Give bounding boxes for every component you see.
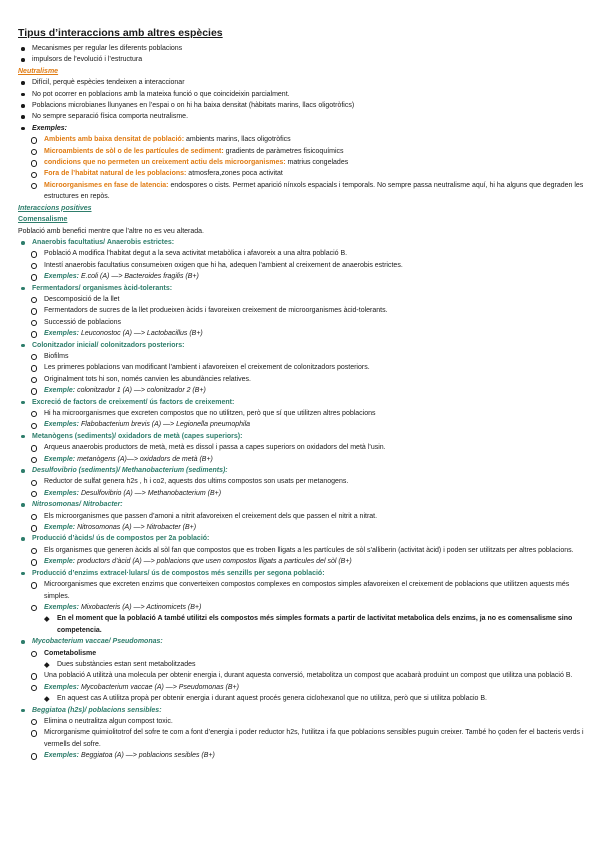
bullet-circle-icon xyxy=(31,365,37,371)
bullet-dot-icon xyxy=(21,115,25,119)
item-text: Microorganismes que excreten enzims que converteixen compostos complexes en compostos simples afavoreixen el creixement de poblacions que utilitzen aquests més xyxy=(44,581,570,589)
example-item xyxy=(18,419,582,430)
list-item xyxy=(18,374,582,385)
example-item xyxy=(18,682,582,693)
comensalisme-heading: Comensalisme xyxy=(18,216,68,224)
bullet-circle-icon xyxy=(31,514,37,520)
section-head xyxy=(18,568,582,579)
neutralisme-bullet xyxy=(18,89,582,100)
example-label: Exemple: xyxy=(44,455,76,463)
bullet-text: Poblacions microbianes llunyanes en l’espai o on hi ha baixa densitat (hàbitats marins, llacs oligotròfics) xyxy=(32,102,355,110)
neutralisme-example xyxy=(18,168,582,179)
bullet-circle-icon xyxy=(31,411,37,417)
bullet-dot-icon xyxy=(21,401,25,405)
example-item xyxy=(18,454,582,465)
bullet-circle-icon xyxy=(31,582,37,588)
bullet-dot-icon xyxy=(21,81,25,85)
sub-item-text: En el moment que la població A també utilitzi els compostos més simples formats a partir de lactivitat metabolica dels enzims, ja no es comensalisme sino xyxy=(57,615,573,623)
intro-text: impulsors de l’evolució i l’estructura xyxy=(32,56,143,64)
bullet-circle-icon xyxy=(31,388,37,394)
list-item xyxy=(18,294,582,305)
list-item xyxy=(18,727,582,738)
bullet-circle-icon xyxy=(31,149,37,155)
bullet-diamond-icon xyxy=(44,696,49,701)
example-item xyxy=(18,271,582,282)
section-head-text: Nitrosomonas/ Nitrobacter: xyxy=(32,501,123,509)
bullet-circle-icon xyxy=(31,297,37,303)
item-text: Els organismes que generen àcids al sòl fan que compostos que es troben lligats a les partícules de sòl s’alliberin (activitat àcid) i poden ser utilitzats per altres poblacions. xyxy=(44,546,574,554)
section-head xyxy=(18,431,582,442)
example-value: ambients marins, llacs oligotròfics xyxy=(184,136,291,144)
bullet-circle-icon xyxy=(31,423,37,429)
example-label: Exemple: xyxy=(44,524,76,532)
example-label: Exemples: xyxy=(44,683,80,691)
item-text: Biofilms xyxy=(44,352,69,360)
section-head xyxy=(18,533,582,544)
item-text: Intestí anaerobis facultatius consumeixen oxigen que hi ha, adequen l’ambient al creixement de anaerobis estrictes. xyxy=(44,261,403,269)
bullet-circle-icon xyxy=(31,274,37,280)
bullet-circle-icon xyxy=(31,354,37,360)
example-text: metanògens (A)—> oxidadors de metà (B+) xyxy=(75,455,213,463)
example-text: Desulfovibrio (A) —> Methanobacterium (B+) xyxy=(79,489,222,497)
example-text: Nitrosomonas (A) —> Nitrobacter (B+) xyxy=(75,524,197,532)
item-text: Microrganisme quimiolitotrof del sofre te com a font d’energia i poder reductor h2s, l’utilitza i fa que poblacions sensibles puguin creixer. També ho çoden fer el bacteris verds i xyxy=(44,729,584,737)
section-head-text: Producció d’àcids/ ús de compostos per 2a població: xyxy=(32,535,210,543)
sub-item-cont-text: competencia. xyxy=(57,626,102,634)
bullet-circle-icon xyxy=(31,183,37,189)
bullet-circle-icon xyxy=(31,548,37,554)
neutralisme-heading: Neutralisme xyxy=(18,67,59,75)
bullet-dot-icon xyxy=(21,469,25,473)
item-text: Una població A utilitzà una molecula per obtenir energia i, durant aquesta conversió, metabolitza un compost que acabarà produint un compost que utilitza una població B. xyxy=(44,672,573,680)
list-item xyxy=(18,579,582,590)
item-text: Hi ha microorganismes que excreten compostos que no utilitzen, però que sí que utilitzen altres poblacions xyxy=(44,410,376,417)
list-item xyxy=(18,351,582,362)
list-item xyxy=(18,248,582,259)
section-head xyxy=(18,283,582,294)
bullet-dot-icon xyxy=(21,435,25,439)
list-item xyxy=(18,408,582,419)
bullet-circle-icon xyxy=(31,251,37,257)
list-item-cont-text: vermells del sofre. xyxy=(44,740,101,748)
bullet-circle-icon xyxy=(31,480,37,486)
sub-item-text: En aquest cas A utilitza propà per obtenir energia i durant aquest procés genera ciclohexanol que no utilitza, però que si utilitza poblacio B. xyxy=(57,695,487,703)
bullet-dot-icon xyxy=(21,344,25,348)
neutralisme-example xyxy=(18,157,582,168)
bullet-dot-icon xyxy=(21,287,25,291)
bullet-circle-icon xyxy=(31,320,37,326)
cometabolisme-label: Cometabolisme xyxy=(44,649,97,657)
list-item xyxy=(18,545,582,556)
list-item xyxy=(18,362,582,373)
bullet-dot-icon xyxy=(21,104,25,108)
neutralisme-exemples xyxy=(18,123,582,134)
example-text: Flabobacterium brevis (A) —> Legionella pneumophila xyxy=(79,421,251,429)
section-head xyxy=(18,499,582,510)
bullet-dot-icon xyxy=(21,93,25,97)
bullet-circle-icon xyxy=(31,673,37,679)
item-text: Successió de poblacions xyxy=(44,318,122,326)
section-head xyxy=(18,636,582,647)
bullet-circle-icon xyxy=(31,263,37,269)
sub-item xyxy=(18,693,582,704)
example-key: Fora de l’habitat natural de les poblacions: xyxy=(44,170,187,178)
item-text: Fermentadors de sucres de la llet produeixen àcids i favoreixen creixement de microorganismes àcid-tolerants. xyxy=(44,307,388,315)
example-text: productors d’àcid (A) —> poblacions que usen compostos lligats a particules del sòl (B+) xyxy=(75,558,352,566)
item-text: Elimina o neutralitza algun compost toxic. xyxy=(44,717,173,725)
list-item xyxy=(18,511,582,522)
item-text: Reductor de sulfat genera h2s , h i co2, aquests dos ultims compostos son usats per metanogens. xyxy=(44,478,349,486)
bullet-circle-icon xyxy=(31,559,37,565)
example-text: Leuconostoc (A) —> Lactobacillus (B+) xyxy=(79,330,203,338)
sub-item xyxy=(18,659,582,670)
bullet-dot-icon xyxy=(21,709,25,713)
example-label: Exemples: xyxy=(44,603,80,611)
sub-item-text: Dues substàncies estan sent metabolitzades xyxy=(57,660,196,668)
section-head-text: Beggiatoa (h2s)/ poblacions sensibles: xyxy=(32,706,162,714)
example-key: Microambients de sòl o de les partícules de sediment: xyxy=(44,147,224,155)
list-item-cont xyxy=(18,739,582,750)
neutralisme-example xyxy=(18,146,582,157)
neutralisme-example xyxy=(18,134,582,145)
definition-text: Població amb benefici mentre que l’altre no es veu alterada. xyxy=(18,227,204,235)
example-text: colonitzador 1 (A) —> colonitzador 2 (B+) xyxy=(75,387,206,395)
bullet-dot-icon xyxy=(21,503,25,507)
intro-text: Mecanismes per regular les diferents poblacions xyxy=(32,45,183,52)
example-label: Exemples: xyxy=(44,273,80,281)
bullet-dot-icon xyxy=(21,572,25,576)
neutralisme-example-cont-text: estructures en repòs. xyxy=(44,193,110,201)
bullet-text: No sempre separació física comporta neutralisme. xyxy=(32,113,189,121)
bullet-circle-icon xyxy=(31,137,37,143)
list-item xyxy=(18,317,582,328)
bullet-dot-icon xyxy=(21,47,25,51)
bullet-diamond-icon xyxy=(44,616,49,621)
example-item xyxy=(18,522,582,533)
bullet-diamond-icon xyxy=(44,662,49,667)
subheading-comensalisme xyxy=(18,214,582,225)
item-text: Originalment tots hi son, només canvien les abundàncies relatives. xyxy=(44,375,251,383)
list-item xyxy=(18,442,582,453)
section-head xyxy=(18,465,582,476)
neutralisme-example-cont xyxy=(18,191,582,202)
item-text: Descomposició de la llet xyxy=(44,295,120,303)
example-item xyxy=(18,385,582,396)
example-label: Exemples: xyxy=(44,421,80,429)
intro-bullet xyxy=(18,43,582,54)
item-text: Els microorganismes que passen d’amoni a nitrit afavoreixen el creixement dels que passen el nitrit a nitrat. xyxy=(44,512,378,520)
neutralisme-bullet xyxy=(18,111,582,122)
section-head-text: Metanògens (sediments)/ oxidadors de metà (capes superiors): xyxy=(32,432,243,440)
section-head-text: Mycobacterium vaccae/ Pseudomonas: xyxy=(32,638,163,646)
example-value: matrius congelades xyxy=(285,159,349,167)
document-body xyxy=(18,43,582,762)
item-text: Població A modifica l’habitat degut a la seva activitat metabòlica i afavoreix a una altra població B. xyxy=(44,250,348,258)
bullet-circle-icon xyxy=(31,605,37,611)
bullet-circle-icon xyxy=(31,651,37,657)
section-head xyxy=(18,237,582,248)
example-text: Mixobacteris (A) —> Actinomicets (B+) xyxy=(79,603,202,611)
section-head xyxy=(18,340,582,351)
bullet-dot-icon xyxy=(21,537,25,541)
example-value: atmosfera,zones poca activitat xyxy=(186,170,283,178)
example-text: Beggiatoa (A) —> poblacions sesibles (B+) xyxy=(79,752,215,760)
example-key: Microorganismes en fase de latencia: xyxy=(44,181,169,189)
example-value: endospores o cists. Permet aparició nínxols espacials i temporals. No sempre passa neutralisme aquí, hi ha alguns que degraden les xyxy=(168,181,584,189)
bullet-circle-icon xyxy=(31,457,37,463)
section-head-text: Anaerobis facultatius/ Anaerobis estrictes: xyxy=(32,238,175,246)
bullet-circle-icon xyxy=(31,753,37,759)
bullet-circle-icon xyxy=(31,160,37,166)
example-label: Exemple: xyxy=(44,387,76,395)
example-item xyxy=(18,556,582,567)
section-head-text: Desulfovibrio (sediments)/ Methanobacterium (sediments): xyxy=(32,467,228,475)
example-text: E.coli (A) —> Bacteroides fragilis (B+) xyxy=(79,273,199,281)
section-heading-neutralisme xyxy=(18,66,582,77)
neutralisme-example xyxy=(18,180,582,191)
example-item xyxy=(18,602,582,613)
sub-item-cont xyxy=(18,625,582,636)
bullet-circle-icon xyxy=(31,445,37,451)
list-item xyxy=(18,716,582,727)
example-key: Ambients amb baixa densitat de població: xyxy=(44,136,185,144)
section-head-text: Fermentadors/ organismes àcid-tolerants: xyxy=(32,284,173,292)
bullet-dot-icon xyxy=(21,58,25,62)
bullet-circle-icon xyxy=(31,331,37,337)
neutralisme-bullet xyxy=(18,77,582,88)
exemples-label: Exemples: xyxy=(32,124,68,132)
list-item xyxy=(18,305,582,316)
example-label: Exemples: xyxy=(44,330,80,338)
section-heading-positives xyxy=(18,203,582,214)
bullet-circle-icon xyxy=(31,377,37,383)
bullet-circle-icon xyxy=(31,685,37,691)
list-item-cont-text: simples. xyxy=(44,592,70,600)
bullet-text: Difícil, perquè espècies tendeixen a interaccionar xyxy=(32,79,185,87)
section-head-text: Colonitzador inicial/ colonitzadors posteriors: xyxy=(32,341,185,349)
section-head xyxy=(18,705,582,716)
comensalisme-definition xyxy=(18,226,582,237)
bullet-circle-icon xyxy=(31,719,37,725)
bullet-text: No pot ocorrer en poblacions amb la mateixa funció o que coincideixin parcialment. xyxy=(32,90,290,98)
bullet-dot-icon xyxy=(21,241,25,245)
example-label: Exemple: xyxy=(44,558,76,566)
item-text: Les primeres poblacions van modificant l’ambient i afavoreixen el creixement de colonitzadors posteriors. xyxy=(44,364,370,372)
list-item xyxy=(18,476,582,487)
intro-bullet xyxy=(18,54,582,65)
cometabolisme-item xyxy=(18,648,582,659)
bullet-circle-icon xyxy=(31,172,37,178)
example-text: Mycobacterium vaccae (A) —> Pseudomonas (B+) xyxy=(79,683,239,691)
positives-heading: Interaccions positives xyxy=(18,204,92,212)
section-head-text: Excreció de factors de creixement/ ús factors de creixement: xyxy=(32,398,235,406)
page-title: Tipus d’interaccions amb altres espècies xyxy=(18,27,223,39)
example-key: condicions que no permeten un creixement actiu dels microorganismes: xyxy=(44,159,286,167)
bullet-dot-icon xyxy=(21,127,25,131)
example-item xyxy=(18,750,582,761)
item-text: Arqueus anaerobis productors de metà, metà es dissol i passa a capes superiors on oxidadors del metà l’usin. xyxy=(44,444,386,452)
list-item xyxy=(18,670,582,681)
example-item xyxy=(18,328,582,339)
bullet-circle-icon xyxy=(31,308,37,314)
section-head xyxy=(18,397,582,408)
bullet-circle-icon xyxy=(31,525,37,531)
example-item xyxy=(18,488,582,499)
list-item xyxy=(18,260,582,271)
sub-item xyxy=(18,613,582,624)
example-label: Exemples: xyxy=(44,489,80,497)
bullet-circle-icon xyxy=(31,491,37,497)
neutralisme-bullet xyxy=(18,100,582,111)
bullet-circle-icon xyxy=(31,730,37,736)
example-value: gradients de paràmetres fisicoquímics xyxy=(223,147,344,155)
example-label: Exemples: xyxy=(44,752,80,760)
bullet-dot-icon xyxy=(21,640,25,644)
list-item-cont xyxy=(18,591,582,602)
section-head-text: Producció d’enzims extracel·lulars/ ús de compostos més senzills per segona població: xyxy=(32,569,325,577)
